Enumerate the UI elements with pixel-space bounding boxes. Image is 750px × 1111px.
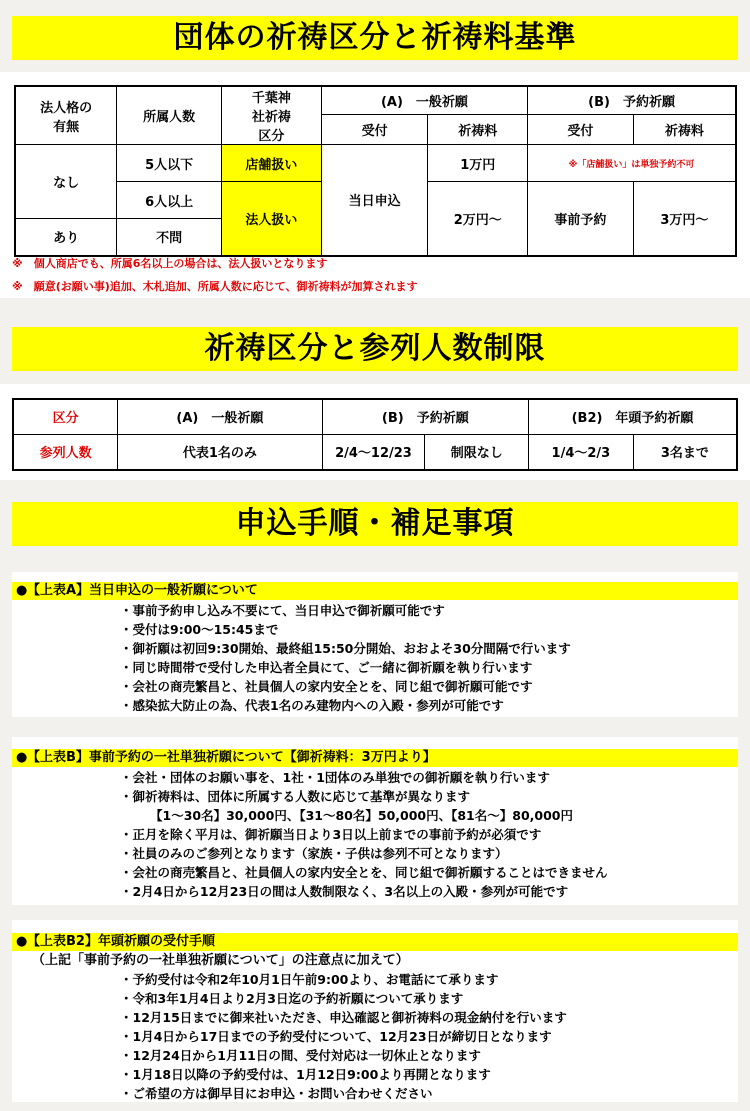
panel-b2	[12, 920, 738, 1102]
category-corp: 法人扱い	[221, 182, 321, 256]
list-item: ・同じ時間帯で受付した申込者全員にて、ご一緒に御祈願を執り行います	[120, 660, 533, 675]
head-b-uketsuke: 受付	[528, 114, 634, 144]
head-category: 千葉神社祈祷区分	[221, 86, 321, 145]
col-a: (A) 一般祈願	[118, 399, 322, 434]
fee-table	[14, 85, 737, 257]
b-fee-corp: 3万円～	[633, 182, 736, 256]
list-item: ・1月18日以降の予約受付は、1月12日9:00より再開となります	[120, 1067, 491, 1082]
list-item: ・令和3年1月4日より2月3日迄の予約祈願について承ります	[120, 991, 464, 1006]
head-b-kitouryo: 祈祷料	[633, 114, 736, 144]
list-item: ・予約受付は令和2年10月1日午前9:00より、お電話にて承ります	[120, 972, 499, 987]
a-value: 代表1名のみ	[118, 434, 322, 470]
label-kubun: 区分	[13, 399, 118, 434]
panel-b2-list	[12, 970, 738, 1103]
col-b: (B) 予約祈願	[322, 399, 528, 434]
list-item: ・12月15日までに御来社いただき、申込確認と御祈祷料の現金納付を行います	[120, 1010, 567, 1025]
panel-b2-subheading: （上記「事前予約の一社単独祈願について」の注意点に加えて）	[32, 953, 409, 968]
members-6-or-more: 6人以上	[117, 182, 222, 219]
list-item: ・会社・団体のお願い事を、1社・1団体のみ単独での御祈願を執り行います	[120, 770, 550, 785]
list-item: ・会社の商売繁昌と、社員個人の家内安全とを、同じ組で御祈願することはできません	[120, 865, 608, 880]
head-a-uketsuke: 受付	[321, 114, 428, 144]
list-item: ・御祈祷料は、団体に所属する人数に応じて基準が異なります	[120, 789, 471, 804]
b2-limit: 3名まで	[633, 434, 737, 470]
participant-table	[12, 398, 738, 471]
b-period: 2/4～12/23	[322, 434, 425, 470]
b-limit: 制限なし	[425, 434, 529, 470]
b-store-note: ※「店舗扱い」は単独予約不可	[528, 145, 736, 182]
b-uketsuke-value: 事前予約	[528, 182, 634, 256]
panel-a-heading: ●【上表A】当日申込の一般祈願について	[12, 582, 738, 600]
hojin-nashi: なし	[15, 145, 117, 219]
col-b2: (B2) 年頭予約祈願	[529, 399, 737, 434]
section2-title: 祈祷区分と参列人数制限	[12, 327, 738, 371]
head-members: 所属人数	[117, 86, 222, 145]
b2-period: 1/4～2/3	[529, 434, 634, 470]
list-item: ・社員のみのご参列となります（家族・子供は参列不可となります）	[120, 846, 508, 861]
a-fee-store: 1万円	[428, 145, 528, 182]
bullet-icon: ●	[16, 750, 28, 765]
list-item: ・事前予約申し込み不要にて、当日申込で御祈願可能です	[120, 603, 445, 618]
note-1: ※ 個人商店でも、所属6名以上の場合は、法人扱いとなります	[12, 257, 328, 270]
bullet-icon: ●	[16, 934, 28, 949]
list-item: ・会社の商売繁昌と、社員個人の家内安全とを、同じ組で御祈願可能です	[120, 679, 533, 694]
list-item: ・受付は9:00～15:45まで	[120, 622, 279, 637]
list-item: ・御祈願は初回9:30開始、最終組15:50分開始、おおよそ30分間隔で行います	[120, 641, 571, 656]
members-any: 不問	[117, 219, 222, 256]
list-item: ・ご希望の方は御早目にお申込・お問い合わせください	[120, 1086, 433, 1101]
hojin-ari: あり	[15, 219, 117, 256]
list-item: ・12月24日から1月11日の間、受付対応は一切休止となります	[120, 1048, 481, 1063]
bullet-icon: ●	[16, 583, 28, 598]
head-b: (B) 予約祈願	[528, 86, 736, 114]
members-5-or-less: 5人以下	[117, 145, 222, 182]
list-item: ・感染拡大防止の為、代表1名のみ建物内への入殿・参列が可能です	[120, 698, 504, 713]
panel-a	[12, 572, 738, 717]
head-a-kitouryo: 祈祷料	[428, 114, 528, 144]
list-item: ・正月を除く平月は、御祈願当日より3日以上前までの事前予約が必須です	[120, 827, 542, 842]
a-uketsuke-value: 当日申込	[321, 145, 428, 256]
list-item: 【1～30名】30,000円、【31～80名】50,000円、【81名～】80,000円	[150, 808, 573, 823]
section3-title: 申込手順・補足事項	[12, 502, 738, 546]
label-ninzu: 参列人数	[13, 434, 118, 470]
panel-b2-heading: ●【上表B2】年頭祈願の受付手順	[12, 933, 738, 951]
list-item: ・2月4日から12月23日の間は人数制限なく、3名以上の入殿・参列が可能です	[120, 884, 569, 899]
head-a: (A) 一般祈願	[321, 86, 527, 114]
panel-b	[12, 737, 738, 905]
panel-a-list	[12, 601, 738, 715]
category-store: 店舗扱い	[221, 145, 321, 182]
panel-b-list	[12, 768, 738, 901]
head-hojin: 法人格の有無	[15, 86, 117, 145]
note-2: ※ 願意(お願い事)追加、木札追加、所属人数に応じて、御祈祷料が加算されます	[12, 280, 418, 293]
panel-b-heading: ●【上表B】事前予約の一社単独祈願について【御祈祷料：3万円より】	[12, 749, 738, 767]
a-fee-corp: 2万円～	[428, 182, 528, 256]
list-item: ・1月4日から17日までの予約受付について、12月23日が締切日となります	[120, 1029, 552, 1044]
section1-title: 団体の祈祷区分と祈祷料基準	[12, 16, 738, 60]
